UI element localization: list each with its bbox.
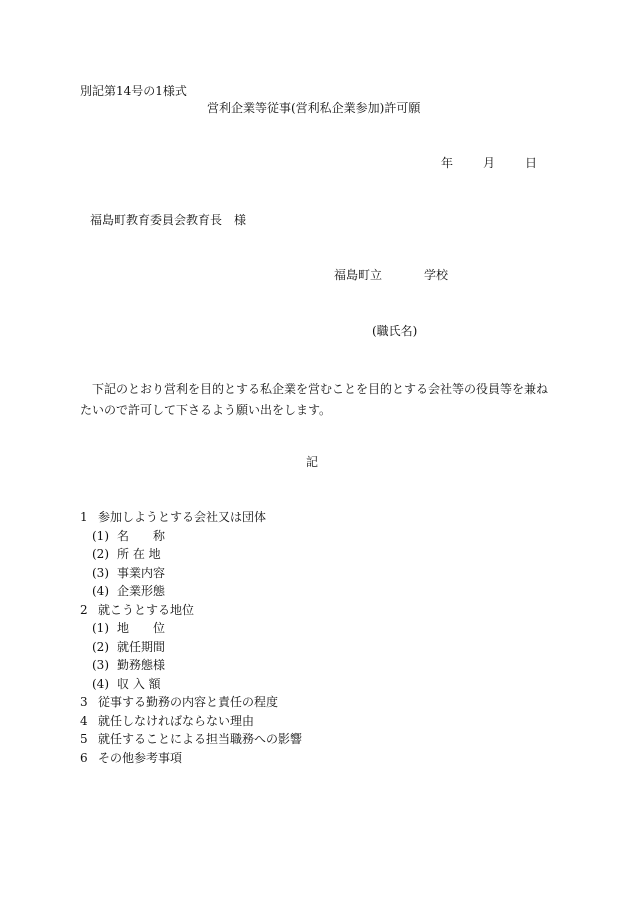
applicant-name-label: (職氏名) [372,324,418,338]
addressee: 福島町教育委員会教育長 様 [90,213,247,227]
item-text: 参加しようとする会社又は団体 [98,510,267,524]
sub-item [80,545,302,564]
sub-item-number: (1) [92,528,109,543]
sub-item-text: 所 在 地 [117,547,161,561]
ki-heading: 記 [306,455,319,469]
sub-item [80,582,302,601]
list-item [80,508,302,527]
sub-item-number: (3) [92,658,109,672]
school-prefix: 福島町立 [334,268,383,282]
item-text: 就任しなければならない理由 [98,713,255,728]
list-item [80,693,302,712]
sub-item-text: 名 称 [117,528,166,543]
document-title: 営利企業等従事(営利私企業参加)許可願 [207,101,421,115]
item-number: 6 [80,750,88,765]
item-number: 5 [80,732,88,746]
sub-item-text: 就任期間 [117,639,166,654]
item-text: 従事する勤務の内容と責任の程度 [98,695,279,709]
applicant-school [334,268,448,282]
item-text: 就こうとする地位 [98,602,195,617]
sub-item-text: 企業形態 [117,584,166,598]
sub-item-text: 事業内容 [117,565,166,580]
form-label: 別記第14号の1様式 [80,84,187,98]
item-list [80,508,302,767]
list-item [80,712,302,731]
item-number: 1 [80,510,88,524]
sub-item-text: 地 位 [117,621,166,635]
sub-item [80,527,302,546]
sub-item-text: 勤務態様 [117,658,166,672]
sub-item [80,638,302,657]
item-number: 2 [80,602,88,617]
sub-item-number: (4) [92,584,109,598]
sub-item-number: (4) [92,676,109,691]
list-item [80,749,302,768]
item-number: 3 [80,695,88,709]
list-item [80,730,302,749]
item-number: 4 [80,713,88,728]
sub-item [80,564,302,583]
sub-item-text: 収 入 額 [117,676,161,691]
sub-item [80,619,302,638]
request-body: 下記のとおり営利を目的とする私企業を営むことを目的とする会社等の役員等を兼ねたいので許可して下さるよう願い出をします。 [80,382,549,417]
date-month: 月 [483,156,496,170]
sub-item [80,656,302,675]
sub-item-number: (2) [92,547,109,561]
sub-item-number: (2) [92,639,109,654]
sub-item [80,675,302,694]
list-item [80,601,302,620]
date-line [441,156,537,170]
school-suffix: 学校 [424,268,449,282]
item-text: その他参考事項 [98,750,183,765]
date-day: 日 [525,156,538,170]
item-text: 就任することによる担当職務への影響 [98,732,303,746]
date-year: 年 [441,156,454,170]
sub-item-number: (3) [92,565,109,580]
sub-item-number: (1) [92,621,109,635]
